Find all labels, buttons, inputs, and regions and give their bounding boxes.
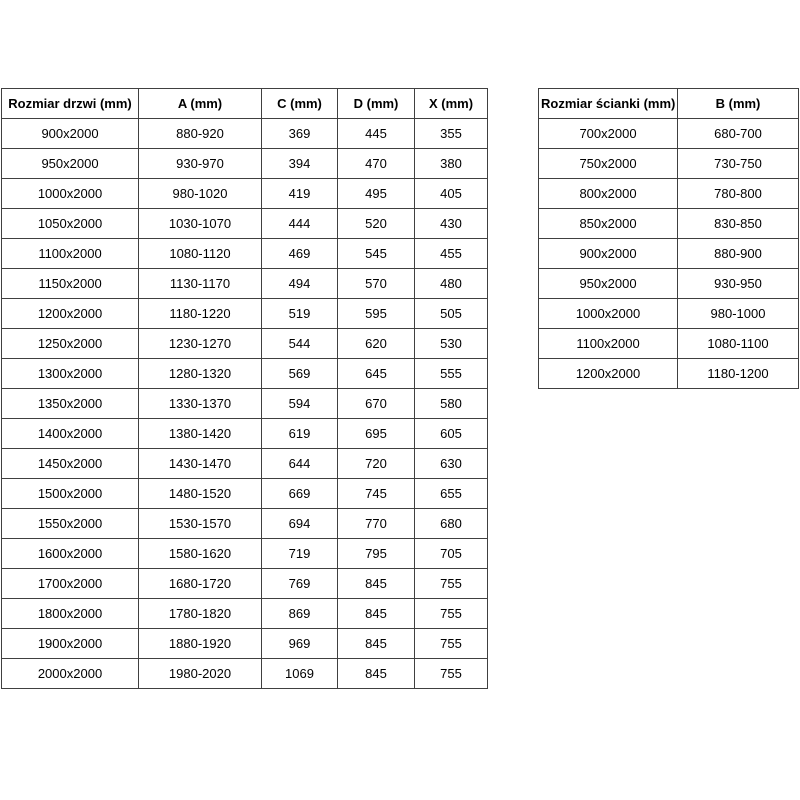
table-cell: 2000x2000 bbox=[2, 659, 139, 689]
table-cell: 455 bbox=[415, 239, 488, 269]
table-cell: 1100x2000 bbox=[2, 239, 139, 269]
table-cell: 594 bbox=[262, 389, 338, 419]
table-cell: 750x2000 bbox=[539, 149, 678, 179]
table-cell: 1550x2000 bbox=[2, 509, 139, 539]
table-cell: 630 bbox=[415, 449, 488, 479]
column-header: Rozmiar ścianki (mm) bbox=[539, 89, 678, 119]
table-row bbox=[539, 359, 799, 389]
table-cell: 1480-1520 bbox=[139, 479, 262, 509]
table-cell: 700x2000 bbox=[539, 119, 678, 149]
table-cell: 669 bbox=[262, 479, 338, 509]
table-cell: 1400x2000 bbox=[2, 419, 139, 449]
table-cell: 1980-2020 bbox=[139, 659, 262, 689]
table-cell: 1069 bbox=[262, 659, 338, 689]
table-cell: 755 bbox=[415, 659, 488, 689]
table-cell: 445 bbox=[338, 119, 415, 149]
table-cell: 900x2000 bbox=[539, 239, 678, 269]
table-cell: 1000x2000 bbox=[539, 299, 678, 329]
table-cell: 1800x2000 bbox=[2, 599, 139, 629]
table-cell: 1330-1370 bbox=[139, 389, 262, 419]
table-row bbox=[2, 389, 488, 419]
table-cell: 850x2000 bbox=[539, 209, 678, 239]
table-cell: 580 bbox=[415, 389, 488, 419]
table-cell: 680-700 bbox=[678, 119, 799, 149]
table-row bbox=[2, 119, 488, 149]
table-cell: 695 bbox=[338, 419, 415, 449]
table-row bbox=[2, 449, 488, 479]
table-cell: 845 bbox=[338, 629, 415, 659]
table-cell: 880-900 bbox=[678, 239, 799, 269]
table-cell: 969 bbox=[262, 629, 338, 659]
table-row bbox=[539, 179, 799, 209]
table-cell: 1180-1200 bbox=[678, 359, 799, 389]
table-cell: 1450x2000 bbox=[2, 449, 139, 479]
table-cell: 795 bbox=[338, 539, 415, 569]
table-cell: 1350x2000 bbox=[2, 389, 139, 419]
table-row bbox=[2, 479, 488, 509]
table-cell: 355 bbox=[415, 119, 488, 149]
table-cell: 1380-1420 bbox=[139, 419, 262, 449]
table-cell: 369 bbox=[262, 119, 338, 149]
table-row bbox=[2, 149, 488, 179]
table-cell: 1080-1100 bbox=[678, 329, 799, 359]
table-cell: 845 bbox=[338, 599, 415, 629]
table-row bbox=[2, 539, 488, 569]
table-cell: 1680-1720 bbox=[139, 569, 262, 599]
table-cell: 1900x2000 bbox=[2, 629, 139, 659]
column-header: X (mm) bbox=[415, 89, 488, 119]
table-cell: 444 bbox=[262, 209, 338, 239]
table-row bbox=[2, 359, 488, 389]
table-cell: 1080-1120 bbox=[139, 239, 262, 269]
table-cell: 670 bbox=[338, 389, 415, 419]
column-header: C (mm) bbox=[262, 89, 338, 119]
table-row bbox=[539, 329, 799, 359]
table-cell: 469 bbox=[262, 239, 338, 269]
table-cell: 950x2000 bbox=[2, 149, 139, 179]
table-cell: 1880-1920 bbox=[139, 629, 262, 659]
table-row bbox=[539, 149, 799, 179]
column-header: A (mm) bbox=[139, 89, 262, 119]
table-cell: 1100x2000 bbox=[539, 329, 678, 359]
table-cell: 769 bbox=[262, 569, 338, 599]
table-row bbox=[2, 179, 488, 209]
table-cell: 1050x2000 bbox=[2, 209, 139, 239]
table-cell: 730-750 bbox=[678, 149, 799, 179]
table-cell: 555 bbox=[415, 359, 488, 389]
table-cell: 845 bbox=[338, 569, 415, 599]
table-row bbox=[2, 569, 488, 599]
table-cell: 480 bbox=[415, 269, 488, 299]
table-cell: 755 bbox=[415, 569, 488, 599]
table-cell: 645 bbox=[338, 359, 415, 389]
column-header: B (mm) bbox=[678, 89, 799, 119]
table-row bbox=[2, 239, 488, 269]
table-cell: 845 bbox=[338, 659, 415, 689]
table-cell: 800x2000 bbox=[539, 179, 678, 209]
table-cell: 830-850 bbox=[678, 209, 799, 239]
door-size-table bbox=[1, 88, 488, 689]
table-cell: 544 bbox=[262, 329, 338, 359]
table-cell: 1200x2000 bbox=[539, 359, 678, 389]
table-cell: 745 bbox=[338, 479, 415, 509]
table-cell: 869 bbox=[262, 599, 338, 629]
table-row bbox=[539, 299, 799, 329]
column-header: Rozmiar drzwi (mm) bbox=[2, 89, 139, 119]
table-cell: 1500x2000 bbox=[2, 479, 139, 509]
table-cell: 470 bbox=[338, 149, 415, 179]
table-cell: 1130-1170 bbox=[139, 269, 262, 299]
table-cell: 1600x2000 bbox=[2, 539, 139, 569]
table-row bbox=[2, 509, 488, 539]
table-cell: 1030-1070 bbox=[139, 209, 262, 239]
table-cell: 755 bbox=[415, 599, 488, 629]
table-cell: 1200x2000 bbox=[2, 299, 139, 329]
table-cell: 530 bbox=[415, 329, 488, 359]
table-cell: 655 bbox=[415, 479, 488, 509]
table-cell: 570 bbox=[338, 269, 415, 299]
table-cell: 380 bbox=[415, 149, 488, 179]
table-row bbox=[2, 329, 488, 359]
table-row bbox=[539, 239, 799, 269]
table-cell: 1430-1470 bbox=[139, 449, 262, 479]
table-cell: 1150x2000 bbox=[2, 269, 139, 299]
table-cell: 900x2000 bbox=[2, 119, 139, 149]
table-cell: 719 bbox=[262, 539, 338, 569]
column-header: D (mm) bbox=[338, 89, 415, 119]
table-cell: 1280-1320 bbox=[139, 359, 262, 389]
table-row bbox=[2, 299, 488, 329]
table-cell: 770 bbox=[338, 509, 415, 539]
header-row bbox=[2, 89, 488, 119]
table-cell: 1530-1570 bbox=[139, 509, 262, 539]
table-cell: 619 bbox=[262, 419, 338, 449]
table-row bbox=[539, 119, 799, 149]
table-cell: 1230-1270 bbox=[139, 329, 262, 359]
table-cell: 1580-1620 bbox=[139, 539, 262, 569]
table-cell: 644 bbox=[262, 449, 338, 479]
table-cell: 930-950 bbox=[678, 269, 799, 299]
table-cell: 680 bbox=[415, 509, 488, 539]
table-cell: 780-800 bbox=[678, 179, 799, 209]
table-cell: 569 bbox=[262, 359, 338, 389]
table-cell: 705 bbox=[415, 539, 488, 569]
table-cell: 880-920 bbox=[139, 119, 262, 149]
table-cell: 950x2000 bbox=[539, 269, 678, 299]
table-cell: 755 bbox=[415, 629, 488, 659]
table-cell: 1300x2000 bbox=[2, 359, 139, 389]
table-cell: 720 bbox=[338, 449, 415, 479]
table-cell: 545 bbox=[338, 239, 415, 269]
table-cell: 595 bbox=[338, 299, 415, 329]
table-cell: 1780-1820 bbox=[139, 599, 262, 629]
table-cell: 419 bbox=[262, 179, 338, 209]
table-cell: 1250x2000 bbox=[2, 329, 139, 359]
table-cell: 394 bbox=[262, 149, 338, 179]
table-cell: 980-1000 bbox=[678, 299, 799, 329]
table-cell: 694 bbox=[262, 509, 338, 539]
table-cell: 930-970 bbox=[139, 149, 262, 179]
table-cell: 430 bbox=[415, 209, 488, 239]
table-cell: 1000x2000 bbox=[2, 179, 139, 209]
table-cell: 1700x2000 bbox=[2, 569, 139, 599]
wall-size-table bbox=[538, 88, 799, 389]
table-cell: 495 bbox=[338, 179, 415, 209]
table-row bbox=[539, 269, 799, 299]
table-row bbox=[539, 209, 799, 239]
table-cell: 405 bbox=[415, 179, 488, 209]
table-cell: 520 bbox=[338, 209, 415, 239]
table-cell: 980-1020 bbox=[139, 179, 262, 209]
table-cell: 494 bbox=[262, 269, 338, 299]
table-row bbox=[2, 269, 488, 299]
table-cell: 1180-1220 bbox=[139, 299, 262, 329]
header-row bbox=[539, 89, 799, 119]
table-row bbox=[2, 629, 488, 659]
table-cell: 519 bbox=[262, 299, 338, 329]
table-row bbox=[2, 599, 488, 629]
table-row bbox=[2, 209, 488, 239]
table-row bbox=[2, 659, 488, 689]
table-row bbox=[2, 419, 488, 449]
table-cell: 620 bbox=[338, 329, 415, 359]
table-cell: 505 bbox=[415, 299, 488, 329]
table-cell: 605 bbox=[415, 419, 488, 449]
